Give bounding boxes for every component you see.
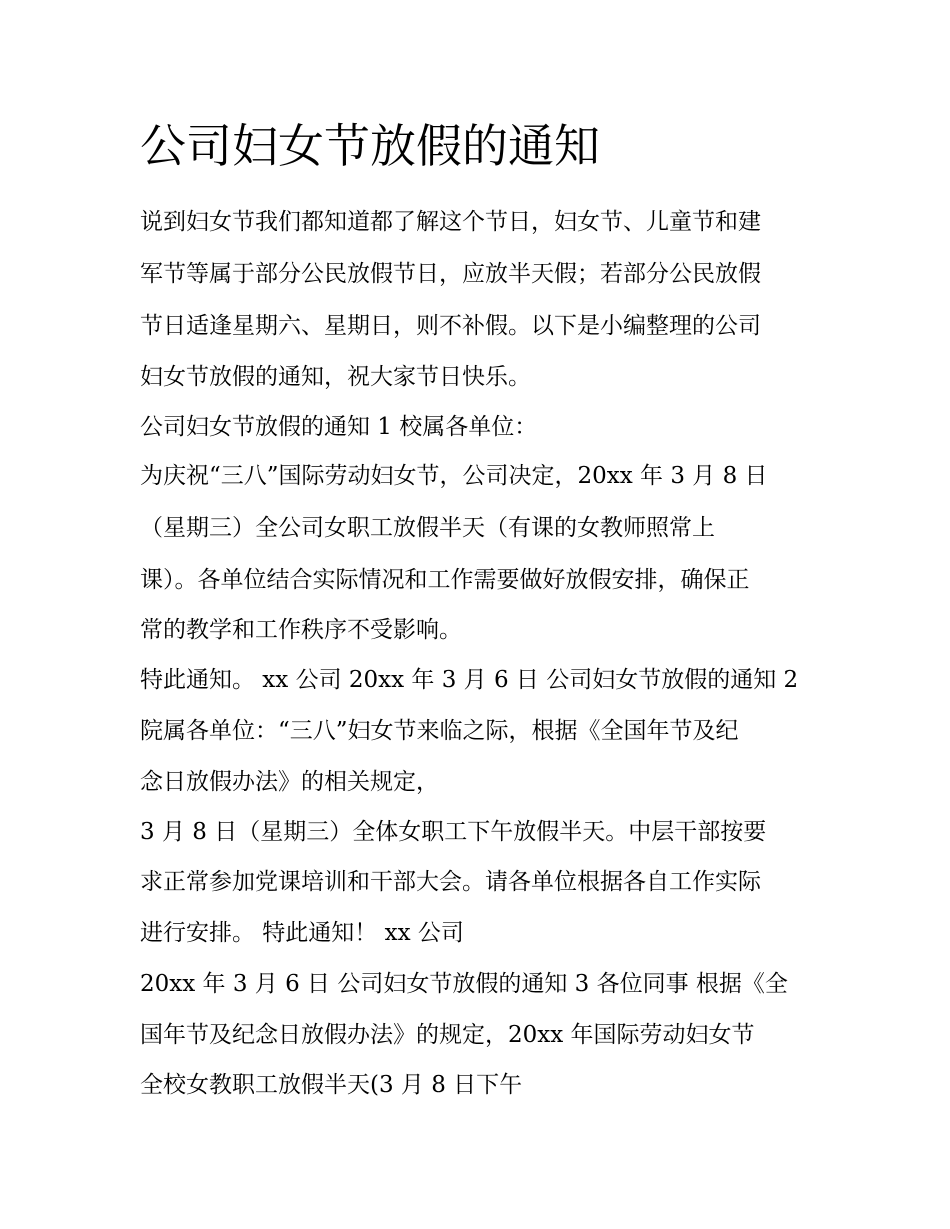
document-title: 公司妇女节放假的通知: [140, 119, 600, 173]
paragraph-line: 进行安排。 特此通知！ xx 公司: [140, 920, 464, 946]
paragraph-line: 妇女节放假的通知，祝大家节日快乐。: [140, 364, 531, 390]
paragraph-line: 3 月 8 日（星期三）全体女职工下午放假半天。中层干部按要: [140, 819, 767, 845]
paragraph-line: 公司妇女节放假的通知 1 校属各单位：: [140, 414, 538, 440]
paragraph-line: 特此通知。 xx 公司 20xx 年 3 月 6 日 公司妇女节放假的通知 2: [140, 667, 799, 693]
paragraph-line: 念日放假办法》的相关规定，: [140, 769, 439, 795]
paragraph-line: 说到妇女节我们都知道都了解这个节日，妇女节、儿童节和建: [140, 209, 761, 235]
paragraph-line: 军节等属于部分公民放假节日，应放半天假；若部分公民放假: [140, 261, 761, 287]
paragraph-line: 20xx 年 3 月 6 日 公司妇女节放假的通知 3 各位同事 根据《全: [140, 971, 788, 997]
paragraph-line: 求正常参加党课培训和干部大会。请各单位根据各自工作实际: [140, 869, 761, 895]
paragraph-line: 节日适逢星期六、星期日，则不补假。以下是小编整理的公司: [140, 313, 761, 339]
paragraph-line: 常的教学和工作秩序不受影响。: [140, 617, 462, 643]
paragraph-line: 院属各单位：“三八”妇女节来临之际，根据《全国年节及纪: [140, 718, 739, 744]
paragraph-line: 为庆祝“三八”国际劳动妇女节，公司决定，20xx 年 3 月 8 日: [140, 463, 768, 489]
paragraph-line: 课）。各单位结合实际情况和工作需要做好放假安排，确保正: [140, 567, 750, 593]
paragraph-line: 全校女教职工放假半天(3 月 8 日下午: [140, 1072, 523, 1098]
paragraph-line: 国年节及纪念日放假办法》的规定，20xx 年国际劳动妇女节: [140, 1022, 755, 1048]
paragraph-line: （星期三）全公司女职工放假半天（有课的女教师照常上: [140, 515, 715, 541]
